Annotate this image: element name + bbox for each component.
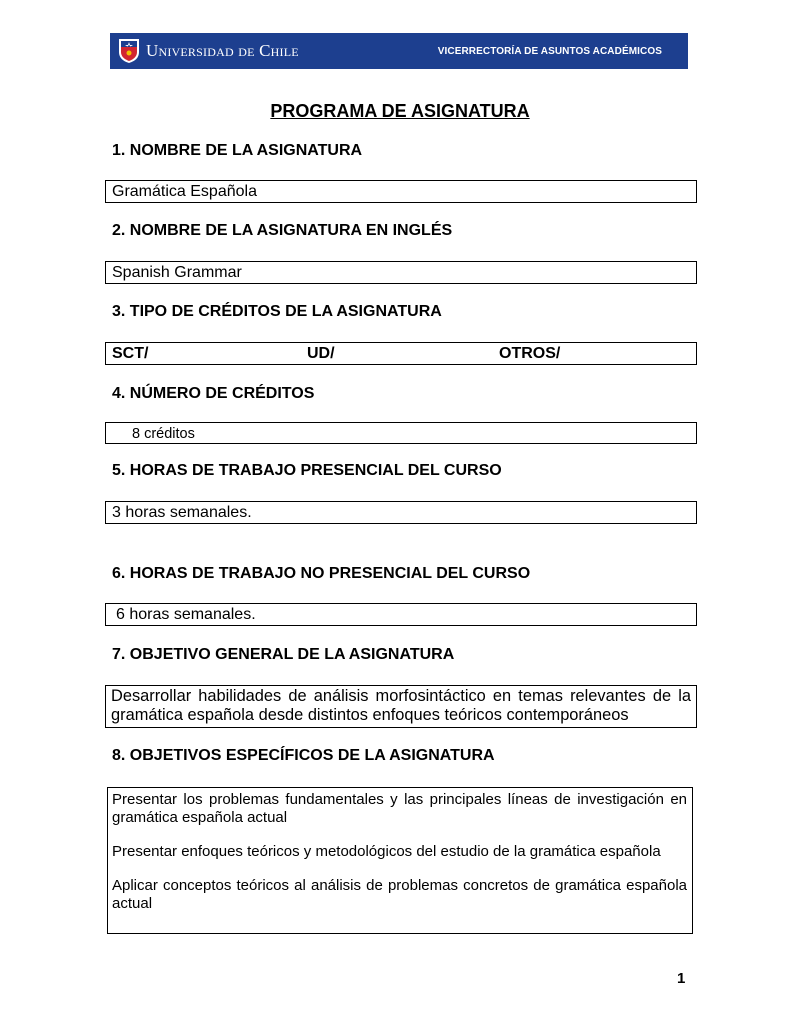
credits-number-field	[105, 422, 697, 444]
credit-type-ud: UD/	[307, 345, 335, 362]
non-presential-hours-field	[105, 603, 697, 626]
section-5-heading: 5. HORAS DE TRABAJO PRESENCIAL DEL CURSO	[112, 462, 502, 479]
header-banner	[110, 33, 688, 69]
section-2-heading: 2. NOMBRE DE LA ASIGNATURA EN INGLÉS	[112, 222, 453, 239]
presential-hours-field	[105, 501, 697, 524]
specific-objective-item: Aplicar conceptos teóricos al análisis de problemas concretos de gramática española actual	[112, 877, 687, 912]
specific-objective-item: Presentar los problemas fundamentales y las principales líneas de investigación en gramática española actual	[112, 791, 687, 826]
course-name-english-value: Spanish Grammar	[112, 264, 242, 281]
section-8-heading: 8. OBJETIVOS ESPECÍFICOS DE LA ASIGNATURA	[112, 747, 495, 764]
vicerrectoria-label: VICERRECTORÍA DE ASUNTOS ACADÉMICOS	[437, 45, 662, 57]
section-7-heading: 7. OBJETIVO GENERAL DE LA ASIGNATURA	[112, 646, 455, 663]
university-brand	[118, 38, 299, 64]
university-crest-icon	[118, 38, 140, 64]
course-name-english-field	[105, 261, 697, 284]
course-name-field	[105, 180, 697, 203]
section-3-heading: 3. TIPO DE CRÉDITOS DE LA ASIGNATURA	[112, 303, 442, 320]
section-6-heading: 6. HORAS DE TRABAJO NO PRESENCIAL DEL CURSO	[112, 565, 531, 582]
non-presential-hours-value: 6 horas semanales.	[116, 606, 256, 623]
specific-objectives-field	[107, 787, 693, 934]
document-title: PROGRAMA DE ASIGNATURA	[270, 101, 530, 121]
credit-type-sct: SCT/	[112, 345, 149, 362]
general-objective-text: Desarrollar habilidades de análisis morfosintáctico en temas relevantes de la gramática española desde distintos enfoques teóricos contemporáneos	[111, 687, 691, 724]
general-objective-field	[105, 685, 697, 728]
section-1-heading: 1. NOMBRE DE LA ASIGNATURA	[112, 142, 363, 159]
specific-objective-item: Presentar enfoques teóricos y metodológicos del estudio de la gramática española	[112, 843, 661, 860]
university-name: Universidad de Chile	[146, 41, 299, 60]
course-name-value: Gramática Española	[112, 183, 257, 200]
presential-hours-value: 3 horas semanales.	[112, 504, 252, 521]
credit-types-field	[105, 342, 697, 365]
section-4-heading: 4. NÚMERO DE CRÉDITOS	[112, 385, 315, 402]
page-number: 1	[677, 970, 686, 987]
credits-number-value: 8 créditos	[132, 426, 195, 442]
credit-type-otros: OTROS/	[499, 345, 561, 362]
